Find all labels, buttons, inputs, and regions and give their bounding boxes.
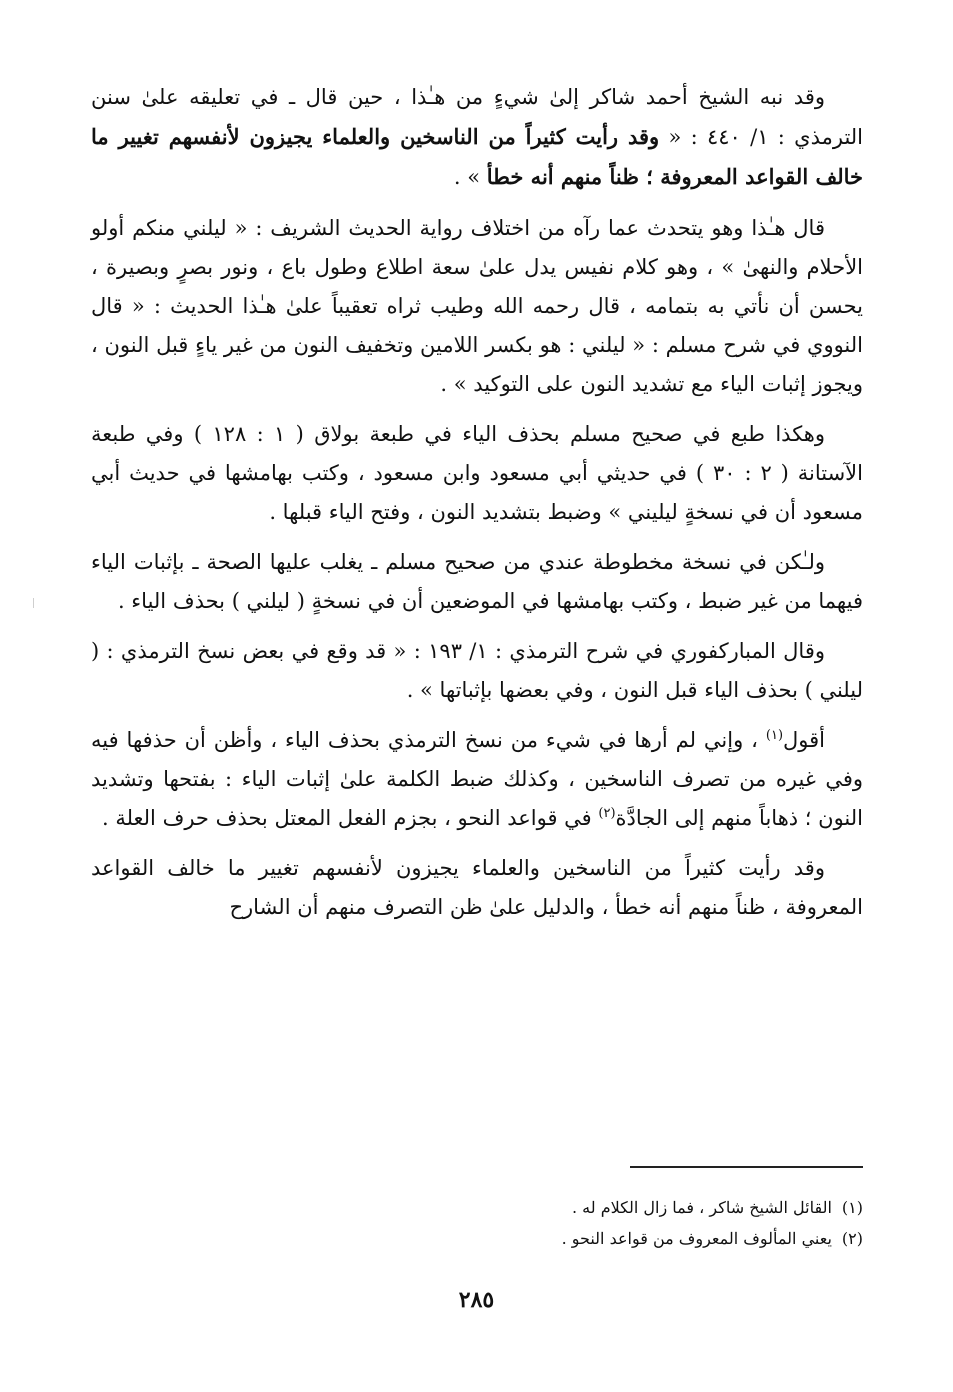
paragraph-3: وهكذا طبع في صحيح مسلم بحذف الياء في طبعة بولاق ( ١ : ١٢٨ ) وفي طبعة الآستانة ( ٢ : ٣٠ ) في حديثي أبي مسعود وابن مسعود ، وكتب بهامشها في حديث أبي مسعود أن في نسخةٍ ليليني » وضبط بتشديد النون ، وفتح الياء قبلها .	[91, 422, 863, 524]
footnote-2-number: (٢)	[841, 1229, 863, 1248]
paragraph-5: وقال المباركفوري في شرح الترمذي : ١/ ١٩٣ : « قد وقع في بعض نسخ الترمذي : ( ليلني ) بحذف الياء قبل النون ، وفي بعضها بإثباتها » .	[91, 639, 863, 702]
footnote-separator	[630, 1166, 863, 1168]
footnote-1-number: (١)	[841, 1198, 863, 1217]
paragraph-7: وقد رأيت كثيراً من الناسخين والعلماء يجيزون لأنفسهم تغيير ما خالف القواعد المعروفة ، ظناً منهم أنه خطأ ، والدليل علىٰ ظن التصرف منهم أن الشارح	[91, 856, 863, 919]
footnote-2-text: يعني المألوف المعروف من قواعد النحو .	[561, 1229, 832, 1248]
footnote-2	[300, 1223, 863, 1254]
page-number: ٢٨٥	[458, 1287, 495, 1313]
paragraph-1-end: » .	[453, 165, 487, 189]
footnote-1-text: القائل الشيخ شاكر ، فما زال الكلام له .	[572, 1198, 832, 1217]
footnote-ref-1[interactable]: (١)	[765, 728, 784, 743]
shakir-quote-bold: وقد رأيت كثيراً من الناسخين والعلماء يجيزون لأنفسهم تغيير ما خالف القواعد المعروفة ؛ ظناً منهم أنه خطأ	[91, 124, 863, 189]
footnote-ref-2[interactable]: (٢)	[598, 806, 616, 821]
paragraph-1	[91, 78, 863, 197]
paragraph-6	[91, 721, 863, 838]
paragraph-2: قال هـٰذا وهو يتحدث عما رآه من اختلاف رواية الحديث الشريف : « ليلني منكم أولو الأحلام والنهىٰ » ، وهو كلام نفيس يدل علىٰ سعة اطلاع وطول باع ، ونور بصرٍ وبصيرة ، يحسن أن نأتي به بتمامه ، قال رحمه الله وطيب ثراه تعقيباً علىٰ هـٰذا الحديث : « قال النووي في شرح مسلم : « ليلني : هو بكسر اللامين وتخفيف النون من غير ياءٍ قبل النون ، ويجوز إثبات الياء مع تشديد النون على التوكيد » .	[91, 216, 863, 396]
paragraph-1-text: وقد نبه الشيخ أحمد شاكر إلىٰ شيءٍ من هـٰذا ، حين قال ـ في تعليقه علىٰ سنن الترمذي : ١/ ٤٤٠ : «	[91, 85, 864, 149]
footnotes	[300, 1192, 863, 1254]
page-body	[91, 78, 863, 938]
paragraph-6-start: أقول	[783, 728, 825, 752]
paragraph-6-middle: ، وإني لم أرها في شيء من نسخ الترمذي بحذف الياء ، وأظن أن حذفها فيه وفي غيره من تصرف الناسخين ، وكذلك ضبط الكلمة علىٰ إثبات الياء : بفتحها وتشديد النون ؛ ذهاباً منهم إلى الجادَّة	[91, 728, 863, 830]
paragraph-4: ولـٰكن في نسخة مخطوطة عندي من صحيح مسلم ـ يغلب عليها الصحة ـ بإثبات الياء فيهما من غير ضبط ، وكتب بهامشها في الموضعين أن في نسخةٍ ( ليلني ) بحذف الياء .	[91, 550, 863, 613]
footnote-1	[300, 1192, 863, 1223]
paragraph-6-end: في قواعد النحو ، بجزم الفعل المعتل بحذف حرف العلة .	[101, 806, 599, 830]
scan-artifact	[33, 598, 34, 608]
